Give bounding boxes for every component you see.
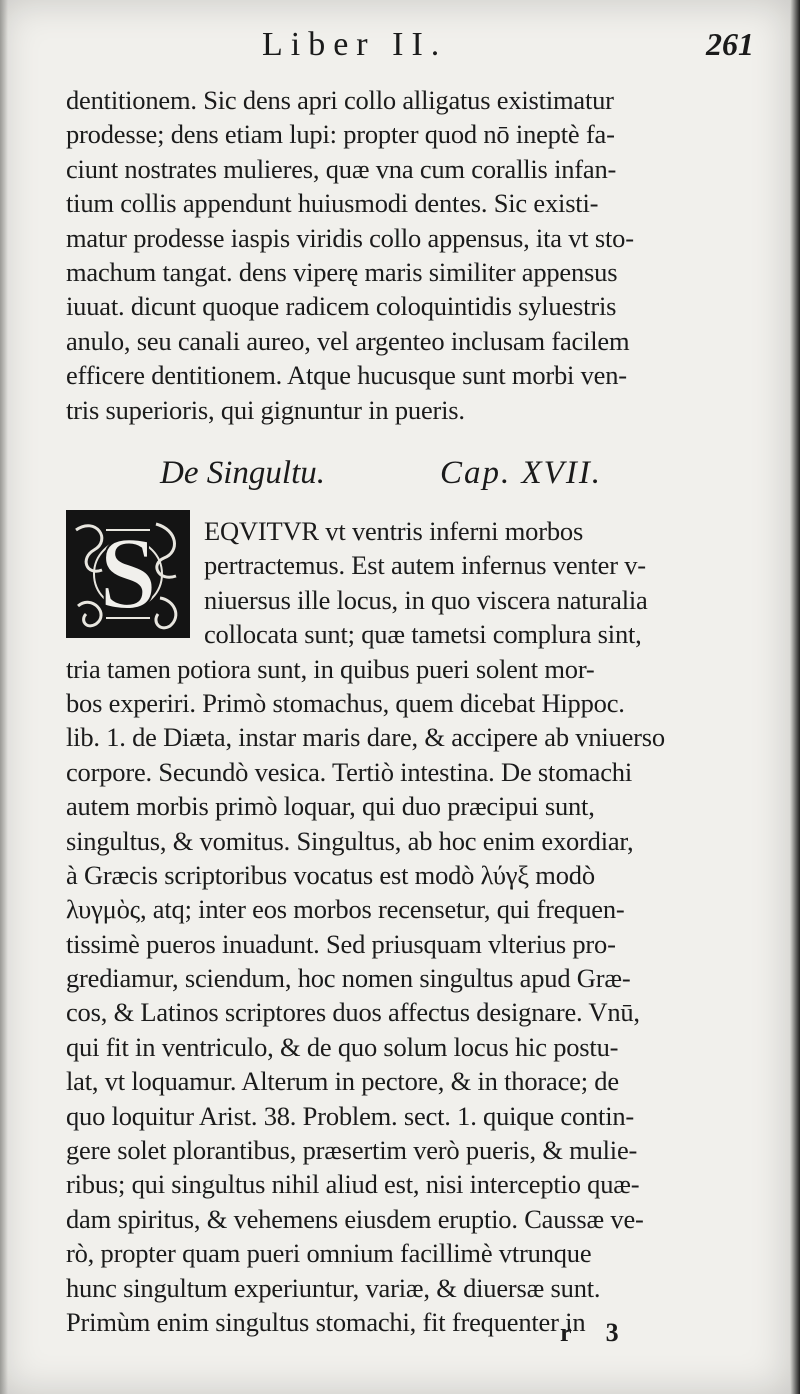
text-line: EQVITVR vt ventris inferni morbos [204, 516, 584, 546]
text-line: dam spiritus, & vehemens eiusdem eruptio. Caussæ ve- [66, 1203, 644, 1234]
page-edge-shadow [0, 0, 8, 1394]
text-line: efficere dentitionem. Atque hucusque sunt morbi ven- [66, 360, 627, 391]
page-number: 261 [706, 26, 754, 62]
text-line: lat, vt loquamur. Alterum in pectore, & in thorace; de [66, 1066, 619, 1097]
text-line: bos experiri. Primò stomachus, quem dicebat Hippoc. [66, 687, 625, 718]
text-line: cos, & Latinos scriptores duos affectus designare. Vnū, [66, 997, 640, 1028]
text-line: hunc singultum experiuntur, variæ, & diuersæ sunt. [66, 1272, 601, 1303]
text-line: tium collis appendunt huiusmodi dentes. Sic existi- [66, 188, 599, 219]
text-line: dentitionem. Sic dens apri collo alligatus existimatur [66, 85, 614, 115]
text-line: matur prodesse iaspis viridis collo appensus, ita vt sto- [66, 222, 634, 253]
text-line: iuuat. dicunt quoque radicem coloquintidis syluestris [66, 291, 617, 322]
text-line: lib. 1. de Diæta, instar maris dare, & accipere ab vniuerso [66, 722, 665, 753]
running-title: Liber II. [262, 26, 448, 63]
text-line: λυγμὸς, atq; inter eos morbos recensetur, qui frequen- [66, 894, 625, 925]
text-line: singultus, & vomitus. Singultus, ab hoc enim exordiar, [66, 825, 634, 856]
chapter-number: Cap. XVII. [440, 455, 603, 491]
text-line: tria tamen potiora sunt, in quibus pueri solent mor- [66, 653, 595, 684]
text-line: Primùm enim singultus stomachi, fit frequenter in [66, 1306, 586, 1337]
text-line: collocata sunt; quæ tametsi complura sint, [204, 619, 642, 650]
text-line: autem morbis primò loquar, qui duo præcipui sunt, [66, 791, 595, 822]
chapter-heading [0, 455, 790, 505]
text-line: tissimè pueros inuadunt. Sed priusquam vlterius pro- [66, 928, 616, 959]
text-line: tris superioris, qui gignuntur in pueris. [66, 394, 465, 425]
page-header [0, 26, 790, 76]
page-gutter [790, 0, 800, 1394]
signature-mark: r 3 [560, 1318, 633, 1347]
text-line: anulo, seu canali aureo, vel argenteo inclusam facilem [66, 325, 630, 356]
text-line: quo loquitur Arist. 38. Problem. sect. 1. quique contin- [66, 1100, 635, 1131]
text-line: prodesse; dens etiam lupi: propter quod nō ineptè fa- [66, 119, 615, 150]
paragraph-1 [66, 83, 758, 427]
text-line: rò, propter quam pueri omnium facillimè vtrunque [66, 1238, 592, 1269]
text-line: ribus; qui singultus nihil aliud est, nisi interceptio quæ- [66, 1169, 640, 1200]
text-line: à Græcis scriptoribus vocatus est modò λύγξ modò [66, 859, 595, 890]
text-line: gere solet plorantibus, præsertim verò pueris, & mulie- [66, 1135, 638, 1166]
text-line: qui fit in ventriculo, & de quo solum locus hic postu- [66, 1031, 619, 1062]
text-line: ciunt nostrates mulieres, quæ vna cum corallis infan- [66, 153, 617, 184]
text-line: machum tangat. dens viperę maris similiter appensus [66, 256, 618, 287]
chapter-title: De Singultu. [160, 455, 325, 491]
text-line: grediamur, sciendum, hoc nomen singultus apud Græ- [66, 963, 631, 994]
text-line: pertractemus. Est autem infernus venter v- [204, 550, 646, 581]
text-line: niuersus ille locus, in quo viscera naturalia [204, 584, 648, 615]
dropcap-letter: S [99, 516, 157, 631]
paragraph-2 [66, 514, 758, 1339]
text-line: corpore. Secundò vesica. Tertiò intestina. De stomachi [66, 756, 633, 787]
